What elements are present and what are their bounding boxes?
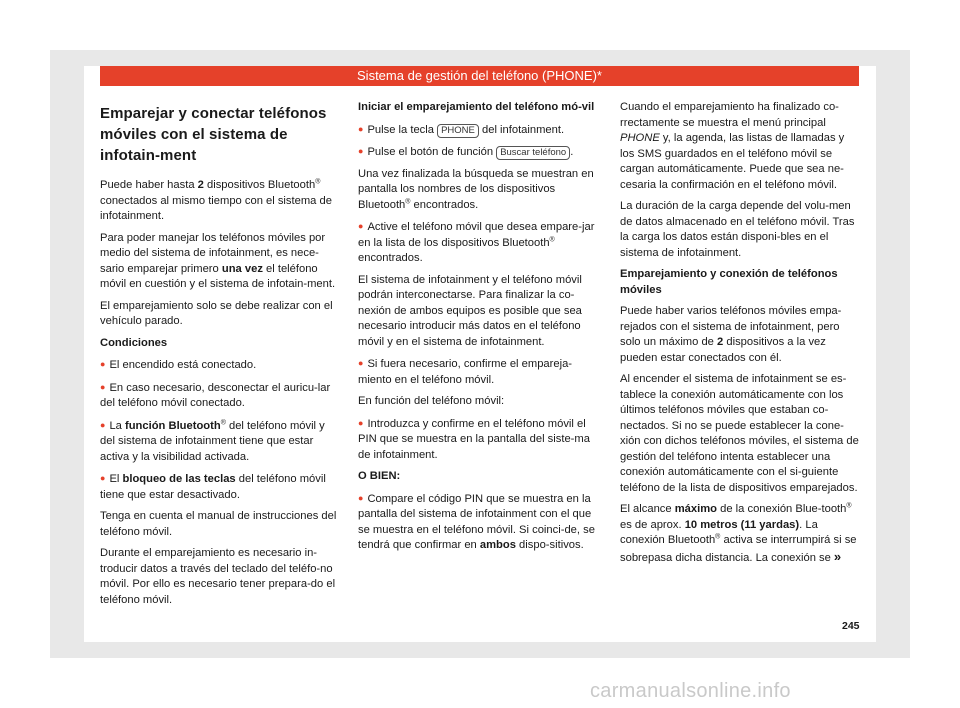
column-1: [100, 103, 338, 614]
subheading-conditions: Condiciones: [100, 336, 168, 349]
list-item: ● La función Bluetooth® del teléfono móvil y del sistema de infotainment tiene que estar activa y la visibilidad activada.: [100, 418, 325, 463]
bullet-icon: ●: [358, 417, 364, 428]
subheading-pairing-connection: Emparejamiento y conexión de teléfonos móviles: [620, 268, 838, 296]
bullet-icon: ●: [358, 146, 364, 156]
subheading-start-pairing: Iniciar el emparejamiento del teléfono mó-vil: [358, 101, 595, 113]
paragraph: Cuando el emparejamiento ha finalizado co-rrectamente se muestra el menú principal PHONE y, la agenda, las listas de llamadas y los SMS guardados en el teléfono móvil se cargan automáticamente. Puede que sea ne-cesaria la confirmación en el teléfono móvil.: [620, 101, 845, 191]
paragraph: Tenga en cuenta el manual de instrucciones del teléfono móvil.: [100, 510, 337, 538]
paragraph: Durante el emparejamiento es necesario in-troducir datos a través del teclado del teléfo-no móvil. Por ello es necesario tener prepara-do el teléfono móvil.: [100, 547, 336, 606]
paragraph: Puede haber hasta 2 dispositivos Bluetooth® conectados al mismo tiempo con el sistema de infotainment.: [100, 178, 332, 222]
phone-key: PHONE: [437, 124, 479, 138]
section-header: Sistema de gestión del teléfono (PHONE)*: [100, 66, 859, 86]
page-number: 245: [842, 620, 860, 632]
bullet-icon: ●: [100, 359, 106, 369]
paragraph: El sistema de infotainment y el teléfono móvil podrán interconectarse. Para finalizar la co-nexión de ambos equipos es posible que sea necesario introducir más datos en el teléfono móvil y en el sistema de infotainment.: [358, 273, 582, 348]
list-item: ● El encendido está conectado.: [100, 359, 257, 371]
list-item: ● Compare el código PIN que se muestra en la pantalla del sistema de infotainment con el que se muestra en el teléfono móvil. Si coinci-de, se tendrá que confirmar en ambos dispo-sitivos.: [358, 492, 595, 551]
column-3: [620, 100, 860, 572]
section-heading: Emparejar y conectar teléfonos móviles con el sistema de infotain-ment: [100, 105, 327, 164]
bullet-icon: ●: [358, 358, 364, 368]
bullet-icon: ●: [100, 419, 106, 430]
watermark: carmanualsonline.info: [590, 680, 791, 702]
bullet-icon: ●: [100, 473, 106, 483]
list-item: ● Pulse la tecla PHONE del infotainment.: [358, 123, 565, 136]
list-item: ● En caso necesario, desconectar el auricu-lar del teléfono móvil conectado.: [100, 381, 331, 409]
list-item: ● Active el teléfono móvil que desea empare-jar en la lista de los dispositivos Bluetooth® encontrados.: [358, 221, 595, 264]
bullet-icon: ●: [100, 381, 106, 392]
paragraph: Puede haber varios teléfonos móviles empa-rejados con el sistema de infotainment, pero solo un máximo de 2 dispositivos a la vez pueden estar conectados con él.: [620, 305, 842, 364]
search-phone-key: Buscar teléfono: [496, 146, 570, 160]
or-label: O BIEN:: [358, 470, 401, 482]
paragraph: El alcance máximo de la conexión Blue-tooth® es de aprox. 10 metros (11 yardas). La conexión Bluetooth® activa se interrumpirá si se sobrepasa dicha distancia. La conexión se »: [620, 502, 857, 564]
list-item: ● Pulse el botón de función Buscar teléfono .: [358, 146, 574, 158]
paragraph: Para poder manejar los teléfonos móviles por medio del sistema de infotainment, es nece-sario emparejar primero una vez el teléfono móvil en cuestión y el sistema de infotain-ment.: [100, 231, 336, 290]
paragraph: Al encender el sistema de infotainment se es-tablece la conexión automáticamente con los últimos teléfonos móviles que estaban co-nectados. Si no se puede establecer la cone-xión con dichos teléfonos móviles, el sistema de gestión del teléfono intenta establecer una conexión automáticamente con el si-guiente teléfono de la lista de dispositivos emparejados.: [620, 373, 859, 494]
list-item: ● Si fuera necesario, confirme el empareja-miento en el teléfono móvil.: [358, 358, 573, 386]
paragraph: La duración de la carga depende del volu-men de datos almacenado en el teléfono móvil. Tras la carga los datos están disponi-bles en el sistema de infotainment.: [620, 200, 855, 259]
paragraph: Una vez finalizada la búsqueda se muestran en pantalla los nombres de los dispositivos Bluetooth® encontrados.: [358, 167, 594, 211]
paragraph: En función del teléfono móvil:: [358, 395, 505, 407]
continue-icon: »: [833, 548, 842, 564]
list-item: ● El bloqueo de las teclas del teléfono móvil tiene que estar desactivado.: [100, 473, 326, 501]
bullet-icon: ●: [358, 492, 364, 503]
bullet-icon: ●: [358, 123, 364, 134]
bullet-icon: ●: [358, 221, 364, 231]
list-item: ● Introduzca y confirme en el teléfono móvil el PIN que se muestra en la pantalla del siste-ma de infotainment.: [358, 417, 590, 461]
paragraph: El emparejamiento solo se debe realizar con el vehículo parado.: [100, 299, 333, 327]
column-2: [358, 100, 600, 560]
